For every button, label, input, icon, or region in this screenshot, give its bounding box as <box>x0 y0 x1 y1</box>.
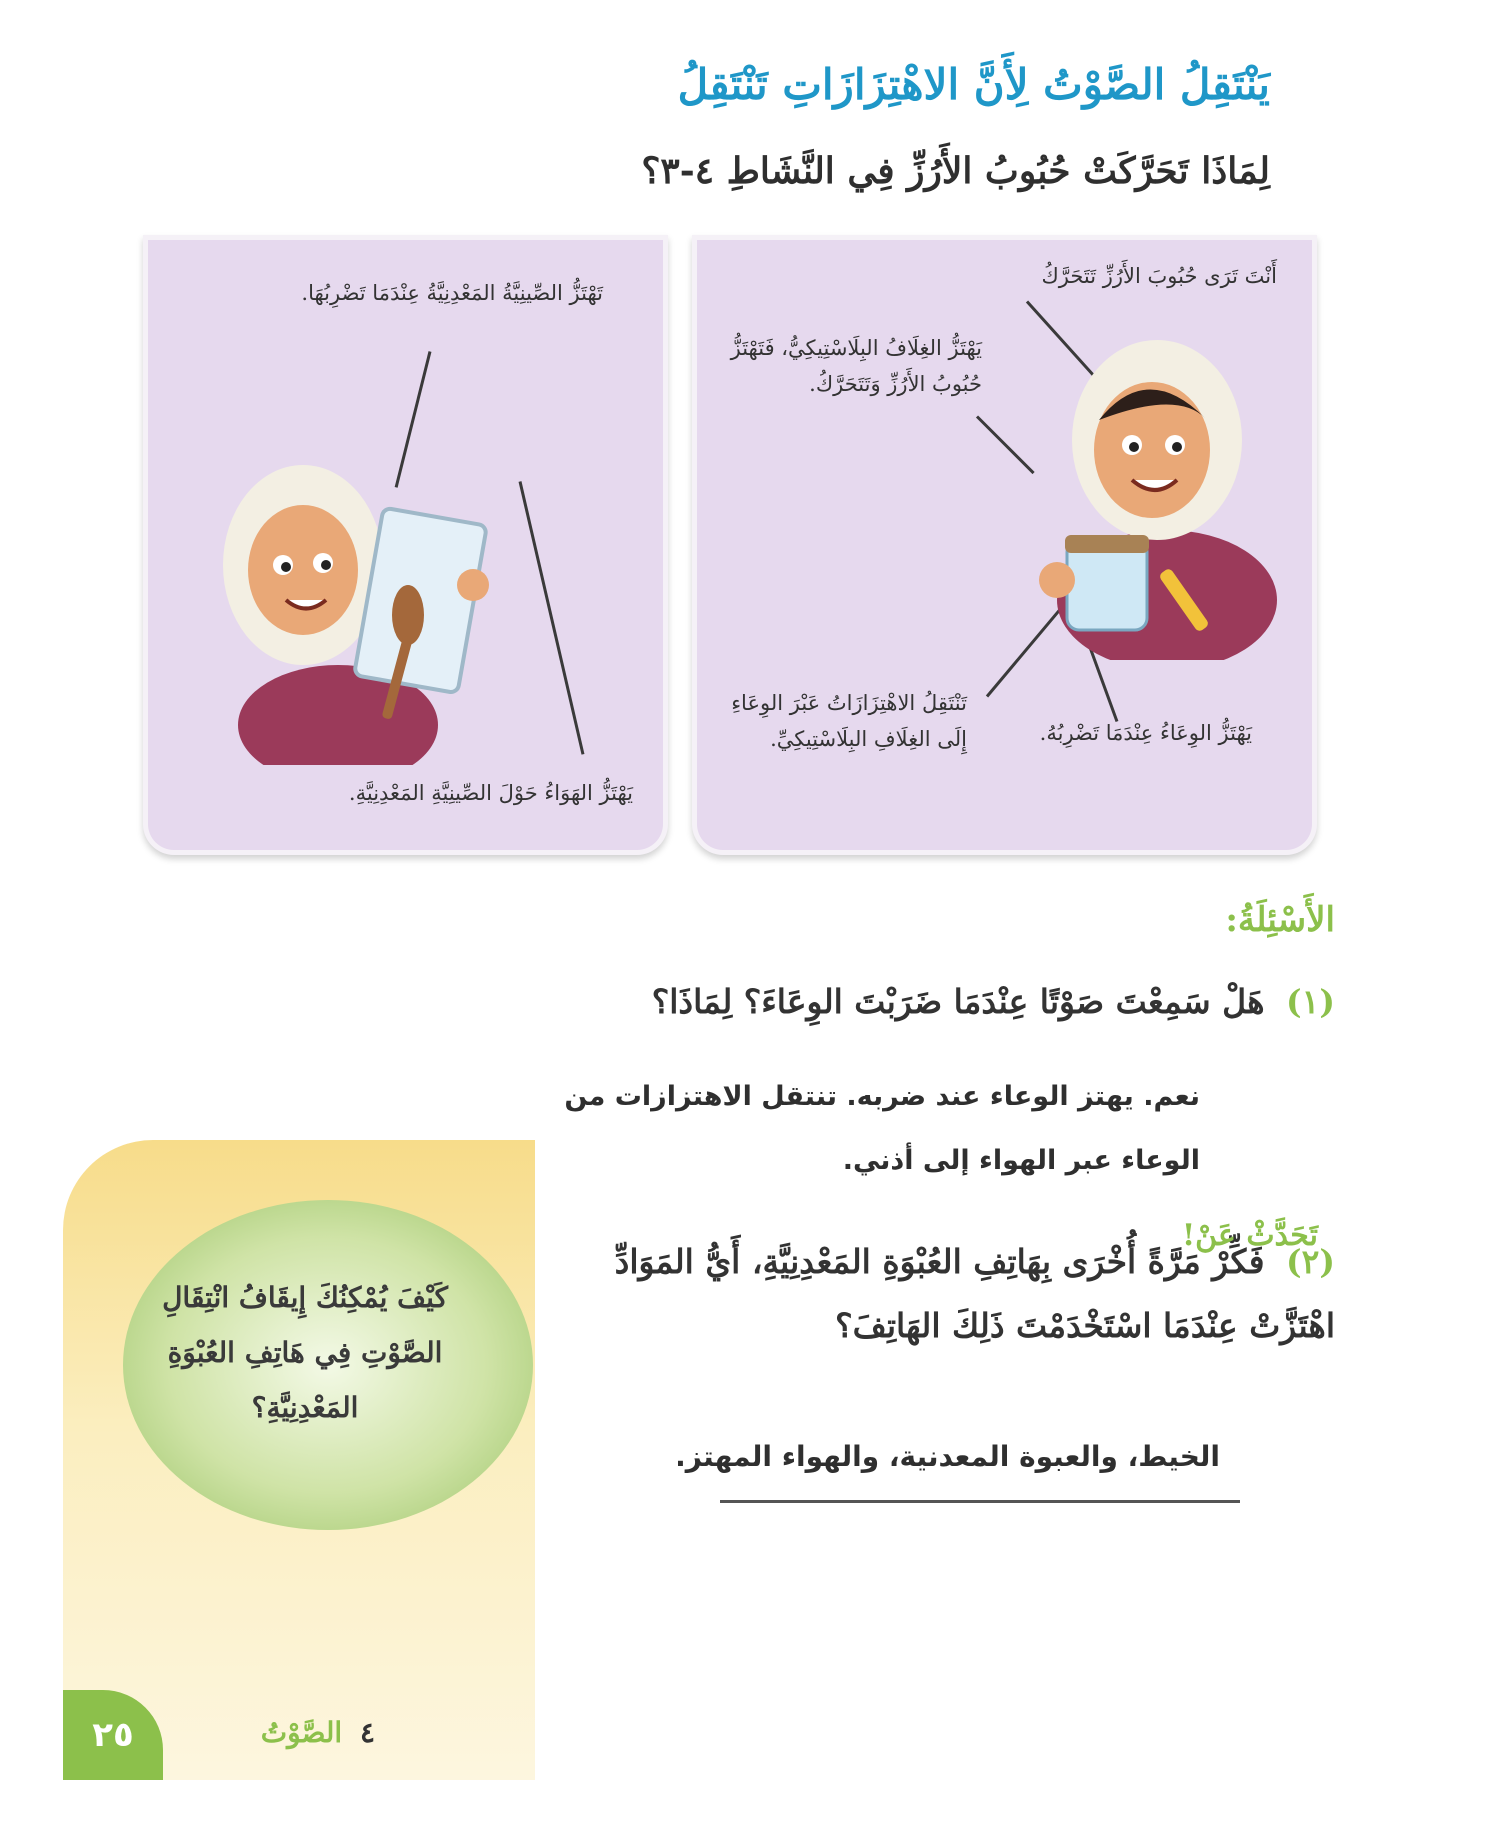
talk-about-title: تَحَدَّثْ عَنْ! <box>1181 1218 1319 1253</box>
illustration-panel-metal-tray <box>148 240 663 850</box>
callout-vibrations-travel: تَنْتَقِلُ الاهْتِزَازَاتُ عَبْرَ الوِعَاءِ إِلَى الغِلَافِ البِلَاسْتِيكِيِّ. <box>731 691 967 751</box>
callout-line <box>976 415 1035 474</box>
activity-question: لِمَاذَا تَحَرَّكَتْ حُبُوبُ الأَرُزِّ فِي النَّشَاطِ ٤-٣؟ <box>641 150 1270 192</box>
question-number: (٢) <box>1286 1242 1335 1281</box>
girl-with-jar-illustration <box>1027 330 1307 660</box>
answer-underline <box>720 1500 1240 1503</box>
questions-title: الأَسْئِلَةُ: <box>1225 900 1335 940</box>
chapter-footer <box>175 1716 375 1749</box>
callout-line <box>519 481 585 754</box>
question-number: (١) <box>1286 982 1335 1021</box>
answer-2: الخيط، والعبوة المعدنية، والهواء المهتز. <box>675 1440 1220 1473</box>
callout-plastic-vibrates: يَهْتَزُّ الغِلَافُ البِلَاسْتِيكِيُّ، فَتَهْتَزُّ حُبُوبُ الأَرُزِّ وَتَتَحَرَّكُ. <box>730 336 982 396</box>
page-title: يَنْتَقِلُ الصَّوْتُ لِأَنَّ الاهْتِزَازَاتِ تَنْتَقِلُ <box>677 60 1270 109</box>
question-1 <box>435 970 1335 1034</box>
girl-with-tray-illustration <box>218 455 518 765</box>
callout-air-vibrates: يَهْتَزُّ الهَوَاءُ حَوْلَ الصِّينِيَّةِ المَعْدِنِيَّةِ. <box>348 781 633 805</box>
question-text: هَلْ سَمِعْتَ صَوْتًا عِنْدَمَا ضَرَبْتَ الوِعَاءَ؟ لِمَاذَا؟ <box>651 982 1265 1021</box>
illustration-panel-rice-jar <box>697 240 1312 850</box>
callout-bowl-vibrates: يَهْتَزُّ الوِعَاءُ عِنْدَمَا تَضْرِبُهُ. <box>1039 721 1252 745</box>
chapter-name: الصَّوْتُ <box>260 1716 343 1749</box>
callout-rice-moves: أَنْتَ تَرَى حُبُوبَ الأَرُزِّ تَتَحَرَّكُ <box>1041 264 1277 288</box>
chapter-number: ٤ <box>359 1716 375 1749</box>
page-number: ٢٥ <box>63 1690 163 1780</box>
callout-tray-vibrates: تَهْتَزُّ الصِّينِيَّةُ المَعْدِنِيَّةُ عِنْدَمَا تَضْرِبُهَا. <box>301 281 603 305</box>
answer-1: نعم. يهتز الوعاء عند ضربه. تنتقل الاهتزازات من الوعاء عبر الهواء إلى أذني. <box>564 1081 1200 1176</box>
question-text: فَكِّرْ مَرَّةً أُخْرَى بِهَاتِفِ العُبْوَةِ المَعْدِنِيَّةِ، أَيُّ المَوَادِّ اهْتَزَّتْ عِنْدَمَا اسْتَخْدَمْتَ ذَلِكَ الهَاتِفَ؟ <box>614 1242 1335 1345</box>
talk-about-box <box>63 1140 535 1780</box>
talk-about-question: كَيْفَ يُمْكِنُكَ إِيقَافُ انْتِقَالِ الصَّوْتِ فِي هَاتِفِ العُبْوَةِ المَعْدِنِيَّةِ؟ <box>162 1281 448 1424</box>
